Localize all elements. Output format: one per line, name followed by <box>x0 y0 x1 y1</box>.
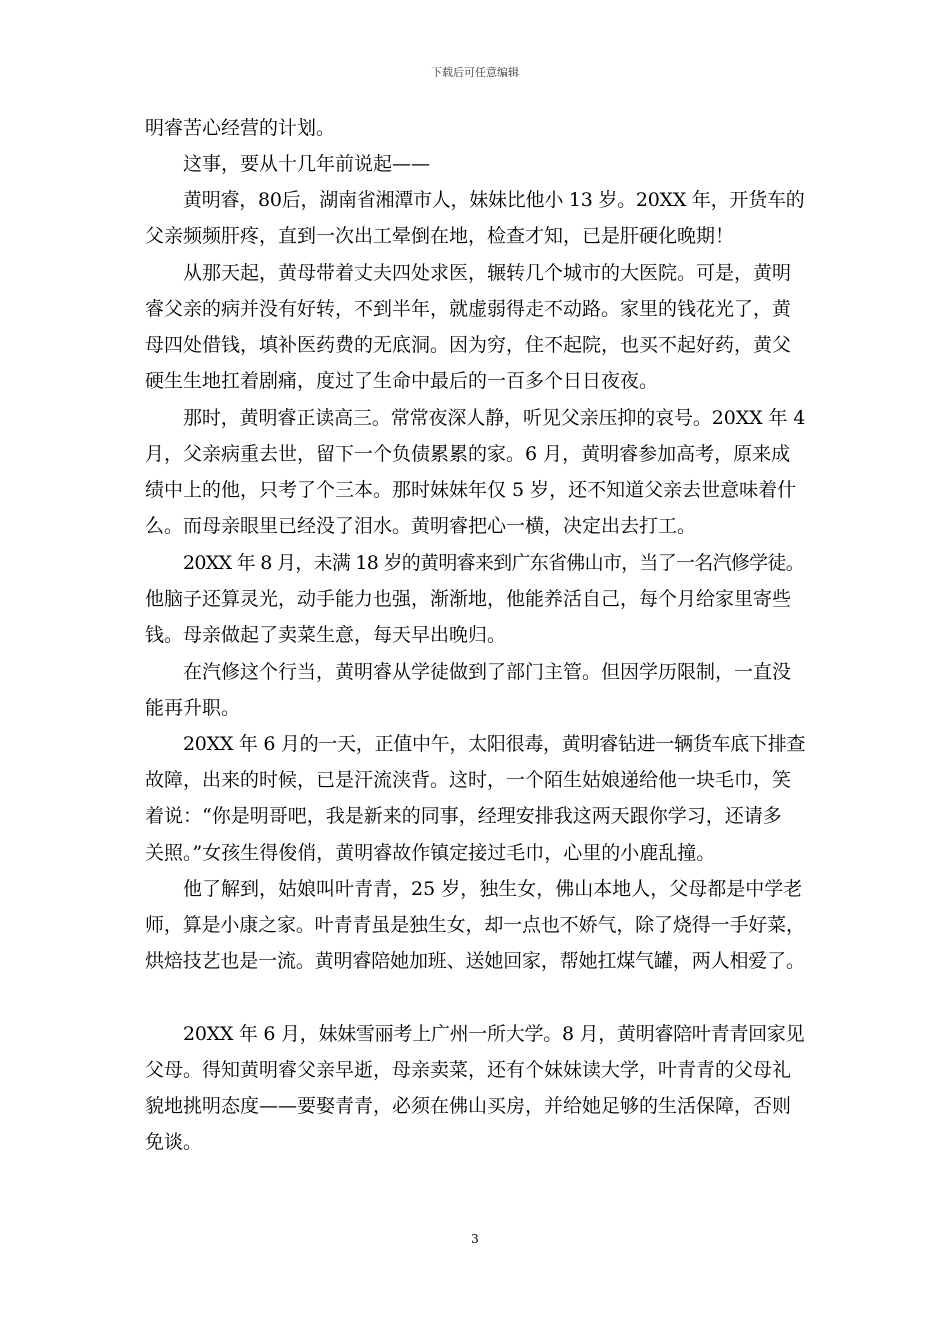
paragraph-line: 他脑子还算灵光，动手能力也强，渐渐地，他能养活自己，每个月给家里寄些 <box>145 588 792 610</box>
paragraph-line: 黄明睿，80后，湖南省湘潭市人，妹妹比他小 13 岁。20XX 年，开货车的 <box>183 189 805 211</box>
paragraph-line: 20XX 年 6 月，妹妹雪丽考上广州一所大学。8 月，黄明睿陪叶青青回家见 <box>183 1023 805 1045</box>
paragraph-line: 绩中上的他，只考了个三本。那时妹妹年仅 5 岁，还不知道父亲去世意味着什 <box>145 479 797 501</box>
paragraph-line: 在汽修这个行当，黄明睿从学徒做到了部门主管。但因学历限制，一直没 <box>183 661 792 683</box>
paragraph-line: 着说：“你是明哥吧，我是新来的同事，经理安排我这两天跟你学习，还请多 <box>145 805 782 827</box>
paragraph-line: 他了解到，姑娘叫叶青青，25 岁，独生女，佛山本地人，父母都是中学老 <box>183 878 803 900</box>
page-header-note: 下载后可任意编辑 <box>431 66 519 79</box>
paragraph-line: 故障，出来的时候，已是汗流浃背。这时，一个陌生姑娘递给他一块毛巾，笑 <box>145 769 792 791</box>
paragraph-line: 父母。得知黄明睿父亲早逝，母亲卖菜，还有个妹妹读大学，叶青青的父母礼 <box>145 1059 792 1081</box>
paragraph-line: 从那天起，黄母带着丈夫四处求医，辗转几个城市的大医院。可是，黄明 <box>183 262 792 284</box>
paragraph-line: 师，算是小康之家。叶青青虽是独生女，却一点也不娇气，除了烧得一手好菜， <box>145 914 805 936</box>
paragraph-line: 貌地挑明态度——要娶青青，必须在佛山买房，并给她足够的生活保障，否则 <box>145 1095 792 1117</box>
paragraph-line: 20XX 年 8 月，未满 18 岁的黄明睿来到广东省佛山市，当了一名汽修学徒。 <box>183 552 804 574</box>
paragraph-line: 能再升职。 <box>145 697 241 719</box>
page-number: 3 <box>471 1232 479 1246</box>
paragraph-line: 关照。”女孩生得俊俏，黄明睿故作镇定接过毛巾，心里的小鹿乱撞。 <box>145 842 716 864</box>
paragraph-line: 硬生生地扛着剧痛，度过了生命中最后的一百多个日日夜夜。 <box>145 370 659 392</box>
paragraph-line: 明睿苦心经营的计划。 <box>145 117 336 139</box>
paragraph-line: 烘焙技艺也是一流。黄明睿陪她加班、送她回家，帮她扛煤气罐，两人相爱了。 <box>145 950 805 972</box>
paragraph-line: 免谈。 <box>145 1131 203 1153</box>
paragraph-line: 这事，要从十几年前说起—— <box>183 153 431 175</box>
paragraph-line: 月，父亲病重去世，留下一个负债累累的家。6 月，黄明睿参加高考，原来成 <box>145 443 791 465</box>
paragraph-line: 睿父亲的病并没有好转，不到半年，就虚弱得走不动路。家里的钱花光了，黄 <box>145 298 792 320</box>
paragraph-line: 钱。母亲做起了卖菜生意，每天早出晚归。 <box>145 624 507 646</box>
paragraph-line: 20XX 年 6 月的一天，正值中午，太阳很毒，黄明睿钻进一辆货车底下排查 <box>183 733 806 755</box>
paragraph-line: 母四处借钱，填补医药费的无底洞。因为穷，住不起院，也买不起好药，黄父 <box>145 334 792 356</box>
paragraph-line: 么。而母亲眼里已经没了泪水。黄明睿把心一横，决定出去打工。 <box>145 515 697 537</box>
paragraph-line: 父亲频频肝疼，直到一次出工晕倒在地，检查才知，已是肝硬化晚期！ <box>145 225 735 247</box>
paragraph-line: 那时，黄明睿正读高三。常常夜深人静，听见父亲压抑的哀号。20XX 年 4 <box>183 407 806 429</box>
